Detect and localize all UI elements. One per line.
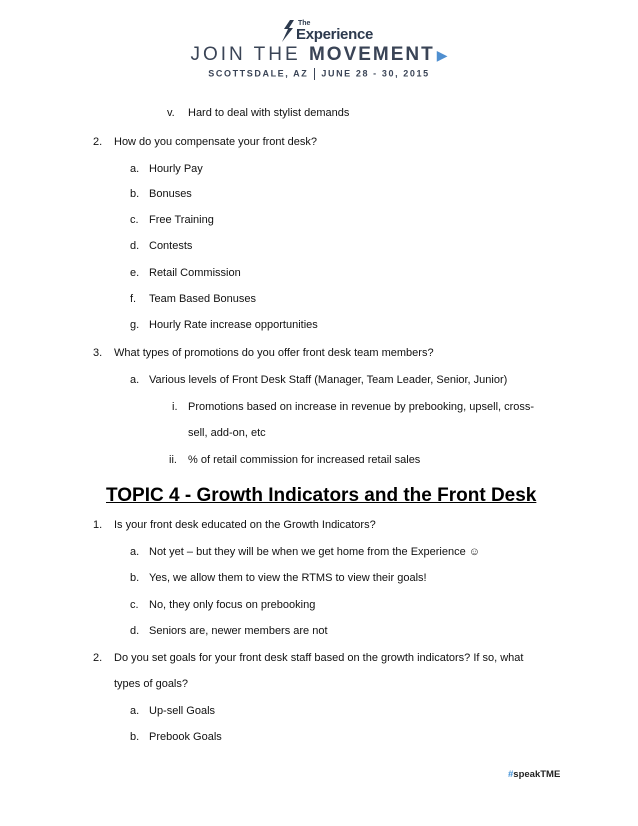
tagline-bold: MOVEMENT [308, 44, 435, 65]
list-item: a. Hourly Pay [130, 163, 203, 175]
event-info [0, 68, 638, 80]
list-item: a. Various levels of Front Desk Staff (Manager, Team Leader, Senior, Junior) [130, 374, 508, 386]
list-item: a. Not yet – but they will be when we get home from the Experience ☺ [130, 546, 481, 558]
list-item: c. Free Training [130, 214, 214, 226]
list-item: i. Promotions based on increase in revenue by prebooking, upsell, cross- [172, 401, 535, 413]
flame-logo-icon [281, 20, 295, 42]
question-item: 2. How do you compensate your front desk? [93, 136, 318, 148]
list-item: v. Hard to deal with stylist demands [167, 107, 350, 119]
hashtag-text: speakTME [513, 769, 561, 780]
list-item: a. Up-sell Goals [130, 705, 216, 717]
list-item-continued: sell, add-on, etc [188, 427, 266, 439]
list-item: e. Retail Commission [130, 267, 241, 279]
divider [314, 68, 315, 80]
question-item: 3. What types of promotions do you offer front desk team members? [93, 347, 434, 359]
hash-symbol: # [508, 769, 514, 780]
play-arrow-icon: ▶ [436, 47, 448, 63]
question-item: 2. Do you set goals for your front desk staff based on the growth indicators? If so, what [93, 652, 524, 664]
list-item: c. No, they only focus on prebooking [130, 599, 316, 611]
list-item: b. Yes, we allow them to view the RTMS to view their goals! [130, 572, 427, 584]
list-item: g. Hourly Rate increase opportunities [130, 319, 318, 331]
tagline-light: JOIN THE [190, 44, 309, 65]
event-dates: JUNE 28 - 30, 2015 [321, 68, 430, 79]
question-item-continued: types of goals? [114, 678, 188, 690]
list-item: b. Prebook Goals [130, 731, 222, 743]
experience-logo [281, 20, 373, 42]
list-item: b. Bonuses [130, 188, 192, 200]
event-location: SCOTTSDALE, AZ [208, 68, 309, 79]
list-item: d. Seniors are, newer members are not [130, 625, 328, 637]
list-item: d. Contests [130, 240, 193, 252]
logo-small-text: The [298, 20, 311, 27]
list-item: f. Team Based Bonuses [130, 293, 257, 305]
hashtag-footer [508, 769, 560, 780]
question-item: 1. Is your front desk educated on the Growth Indicators? [93, 519, 376, 531]
list-item: ii. % of retail commission for increased retail sales [169, 454, 421, 466]
tagline [0, 44, 638, 66]
topic-heading: TOPIC 4 - Growth Indicators and the Front Desk [106, 485, 537, 506]
logo-main-text: Experience [296, 26, 374, 43]
